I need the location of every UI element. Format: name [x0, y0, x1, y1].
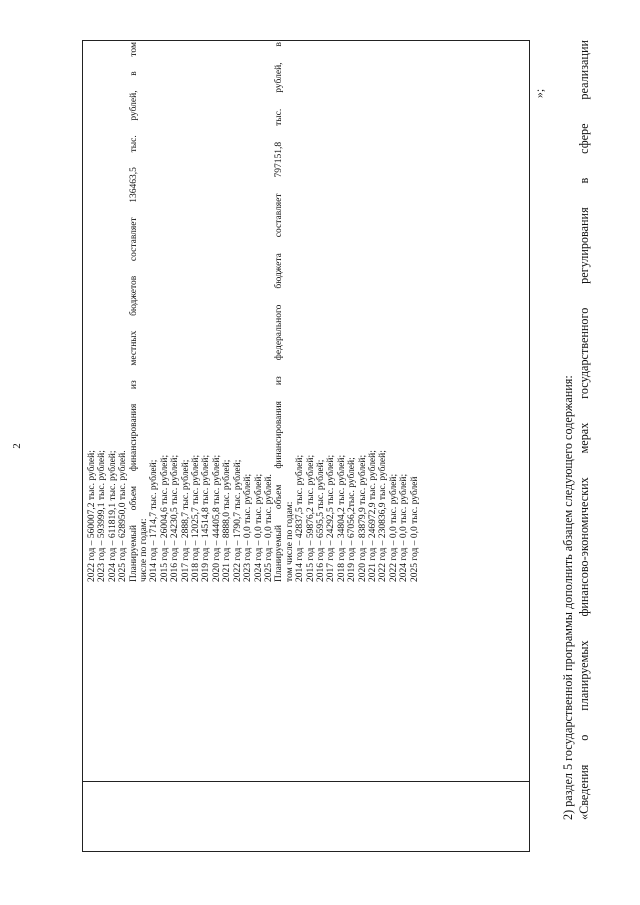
body-paragraph — [560, 40, 592, 820]
table-line: числе по годам: — [139, 518, 150, 582]
closing-quote-mark: »; — [532, 88, 547, 99]
table-line: 2023 год – 593999,1 тыс. рублей; — [97, 450, 108, 582]
table-line: 2022 год – 0,0 тыс. рублей; — [388, 473, 399, 582]
table-column-divider — [83, 781, 529, 782]
table-line: 2020 год – 83879,9 тыс. рублей; — [357, 454, 368, 582]
table-line: 2016 год – 6595,5 тыс. рублей; — [315, 459, 326, 582]
table-line: 2022 год – 1790,7 тыс. рублей; — [232, 459, 243, 582]
table-line: 2014 год – 1714,7 тыс. рублей; — [149, 459, 160, 582]
table-line: 2019 год – 67056,2тыс. рублей; — [347, 457, 358, 582]
table-line: 2017 год – 24292,5 тыс. рублей; — [326, 454, 337, 582]
page-number: 2 — [10, 443, 23, 449]
table-line: 2021 год – 8888,0 тыс. рублей; — [222, 459, 233, 582]
table-line: 2022 год – 560007,2 тыс. рублей; — [87, 450, 97, 582]
table-line: 2022 год – 230836,9 тыс. рублей; — [378, 450, 389, 582]
table-line: том числе по годам: — [284, 501, 295, 582]
table-line: 2023 год – 0,0 тыс. рублей; — [243, 473, 254, 582]
table-line: 2025 год – 0,0 тыс. рублей. — [263, 474, 274, 582]
table-line: 2021 год – 246972,9 тыс. рублей; — [367, 450, 378, 582]
table-line: 2018 год – 34804,2 тыс. рублей; — [336, 454, 347, 582]
table-line: Планируемый объем финансирования из местных бюджетов составляет 136463,5 тыс. рублей, в том — [128, 42, 139, 582]
table-content-column — [87, 42, 420, 582]
table-line: 2025 год – 628950,0 тыс. рублей. — [118, 450, 129, 582]
table-line: 2014 год – 42837,5 тыс. рублей; — [295, 454, 306, 582]
table-line: 2024 год – 0,0 тыс. рублей; — [399, 473, 410, 582]
table-line: 2018 год – 12025,7 тыс. рублей; — [191, 454, 202, 582]
table-line: 2017 год – 2888,7 тыс. рублей; — [180, 459, 191, 582]
table-line: 2015 год – 59876,2 тыс. рублей; — [305, 454, 316, 582]
table-line: Планируемый объем финансирования из федерального бюджета составляет 797151,8 тыс. рублей, в — [274, 42, 285, 582]
table-line: 2019 год – 14514,8 тыс. рублей; — [201, 454, 212, 582]
body-line: 2) раздел 5 государственной программы дополнить абзацем следующего содержания: — [561, 375, 575, 820]
table-line: 2015 год – 26004,6 тыс. рублей; — [159, 454, 170, 582]
table-line: 2025 год – 0,0 тыс. рублей — [409, 476, 420, 582]
table-line: 2016 год – 24230,5 тыс. рублей; — [170, 454, 181, 582]
body-line: «Сведения о планируемых финансово-экономических мерах государственного регулирования в сфере реализации — [577, 40, 591, 820]
table-line: 2020 год – 44405,8 тыс. рублей; — [211, 454, 222, 582]
table-line: 2024 год – 0,0 тыс. рублей; — [253, 473, 264, 582]
table-line: 2024 год – 611819,1 тыс. рублей; — [107, 450, 118, 582]
